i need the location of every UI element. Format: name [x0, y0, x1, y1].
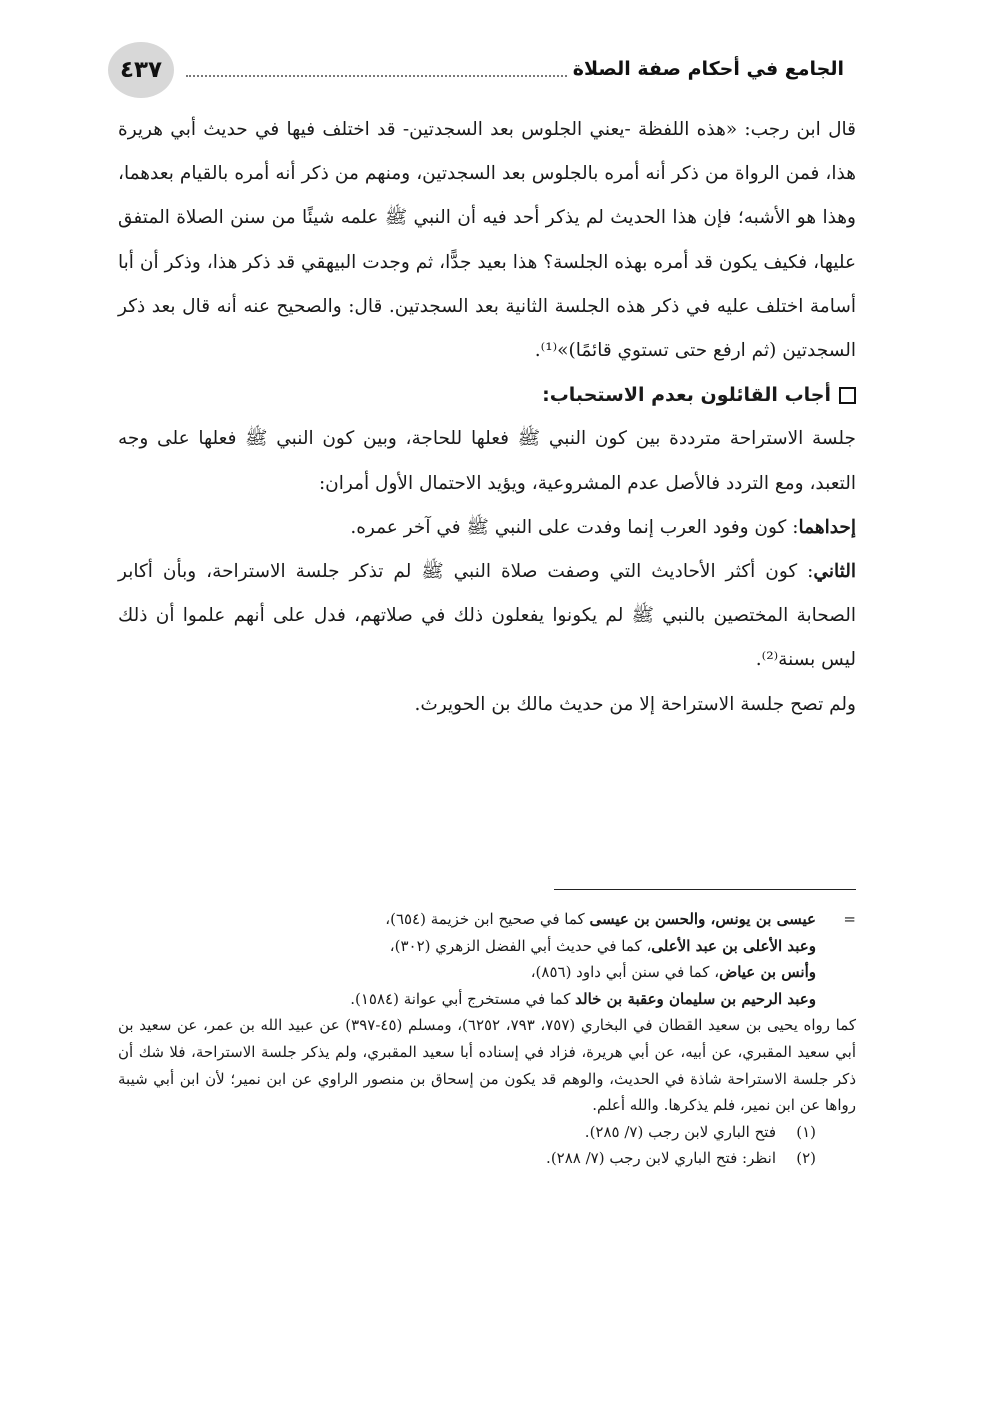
- first-reason-text: : كون وفود العرب إنما وفدت على النبي ﷺ في آخر عمره.: [350, 516, 799, 538]
- footnote-1-text: فتح الباري لابن رجب (٧/ ٢٨٥).: [584, 1122, 776, 1141]
- footnotes: [118, 906, 856, 1172]
- second-reason-text: : كون أكثر الأحاديث التي وصفت صلاة النبي ﷺ لم تذكر جلسة الاستراحة، وبأن أكابر الصحابة المختصين بالنبي ﷺ لم يكونوا يفعلون ذلك في صلاتهم، فدل على أنهم علموا أن ذلك ليس بسنة⁽²⁾.: [118, 561, 856, 671]
- narrator-names: وعبد الرحيم بن سليمان وعقبة بن خالد: [575, 989, 816, 1008]
- footnote-paragraph: كما رواه يحيى بن سعيد القطان في البخاري (٧٥٧، ٧٩٣، ٦٢٥٢)، ومسلم (٤٥-٣٩٧) عن عبيد الله بن عمر، عن سعيد بن أبي سعيد المقبري، عن أبيه، عن أبي هريرة، فزاد في إسناده أبا سعيد المقبري، ولم يذكر جلسة الاستراحة، فلا شك أن ذكر جلسة الاستراحة شاذة في الحديث، والوهم قد يكون من إسحاق بن منصور الراوي عن ابن نمير؛ لأن ابن أبي شيبة رواها عن ابن نمير، فلم يذكرها. والله أعلم.: [118, 1016, 857, 1115]
- footnote-source: ، كما في حديث أبي الفضل الزهري (٣٠٢)،: [389, 936, 652, 955]
- main-text: [118, 108, 856, 727]
- footnote-line: [118, 906, 816, 933]
- footnote-line: [118, 933, 816, 960]
- footnote-line: [118, 986, 816, 1013]
- section-heading: [118, 373, 856, 417]
- paragraph-first-reason: [118, 506, 856, 550]
- footnote-separator: [554, 889, 856, 890]
- footnote-1-number: (١): [796, 1122, 816, 1141]
- narrator-names: وعبد الأعلى بن عبد الأعلى: [651, 936, 816, 955]
- footnote-line: [118, 959, 816, 986]
- footnote-continuation: [118, 906, 856, 1012]
- second-reason-label: الثاني: [813, 561, 856, 583]
- header-dotted-leader: [186, 61, 567, 77]
- section-heading-text: أجاب القائلون بعدم الاستحباب:: [542, 384, 831, 407]
- paragraph-conclusion: ولم تصح جلسة الاستراحة إلا من حديث مالك بن الحويرث.: [414, 693, 856, 715]
- footnote-2-number: (٢): [796, 1149, 816, 1168]
- narrator-names: وأنس بن عياض: [719, 963, 816, 982]
- square-bullet-icon: [839, 387, 856, 404]
- paragraph-argument: جلسة الاستراحة مترددة بين كون النبي ﷺ فعلها للحاجة، وبين كون النبي ﷺ فعلها على وجه التعبد، ومع التردد فالأصل عدم المشروعية، ويؤيد الاحتمال الأول أمران:: [118, 428, 856, 494]
- footnote-1: [118, 1119, 856, 1146]
- footnote-source: ، كما في سنن أبي داود (٨٥٦)،: [530, 963, 720, 982]
- paragraph-second-reason: [118, 550, 856, 683]
- page-number: ٤٣٧: [108, 42, 174, 98]
- footnote-source: كما في مستخرج أبي عوانة (١٥٨٤).: [350, 989, 576, 1008]
- narrator-names: عيسى بن يونس، والحسن بن عيسى: [589, 910, 816, 928]
- running-header: [180, 54, 844, 84]
- paragraph-ibn-rajab-quote: قال ابن رجب: «هذه اللفظة -يعني الجلوس بعد السجدتين- قد اختلف فيها في حديث أبي هريرة هذا، فمن الرواة من ذكر أنه أمره بالجلوس بعد السجدتين، ومنهم من ذكر أنه أمره بالقيام بعدهما، وهذا هو الأشبه؛ فإن هذا الحديث لم يذكر أحد فيه أن النبي ﷺ علمه شيئًا من سنن الصلاة المتفق عليها، فكيف يكون قد أمره بهذه الجلسة؟ هذا بعيد جدًّا، ثم وجدت البيهقي قد ذكر هذا، وذكر أن أبا أسامة اختلف عليه في ذكر هذه الجلسة الثانية بعد السجدتين. قال: والصحيح عنه أنه قال بعد ذكر السجدتين (ثم ارفع حتى تستوي قائمًا)»⁽¹⁾.: [118, 119, 856, 362]
- footnote-2-text: انظر: فتح الباري لابن رجب (٧/ ٢٨٨).: [546, 1149, 776, 1168]
- footnote-source: كما في صحيح ابن خزيمة (٦٥٤)،: [385, 910, 590, 928]
- book-title: الجامع في أحكام صفة الصلاة: [572, 58, 844, 80]
- first-reason-label: إحداهما: [798, 516, 856, 538]
- footnote-2: [118, 1145, 856, 1172]
- continuation-marker: =: [843, 910, 856, 928]
